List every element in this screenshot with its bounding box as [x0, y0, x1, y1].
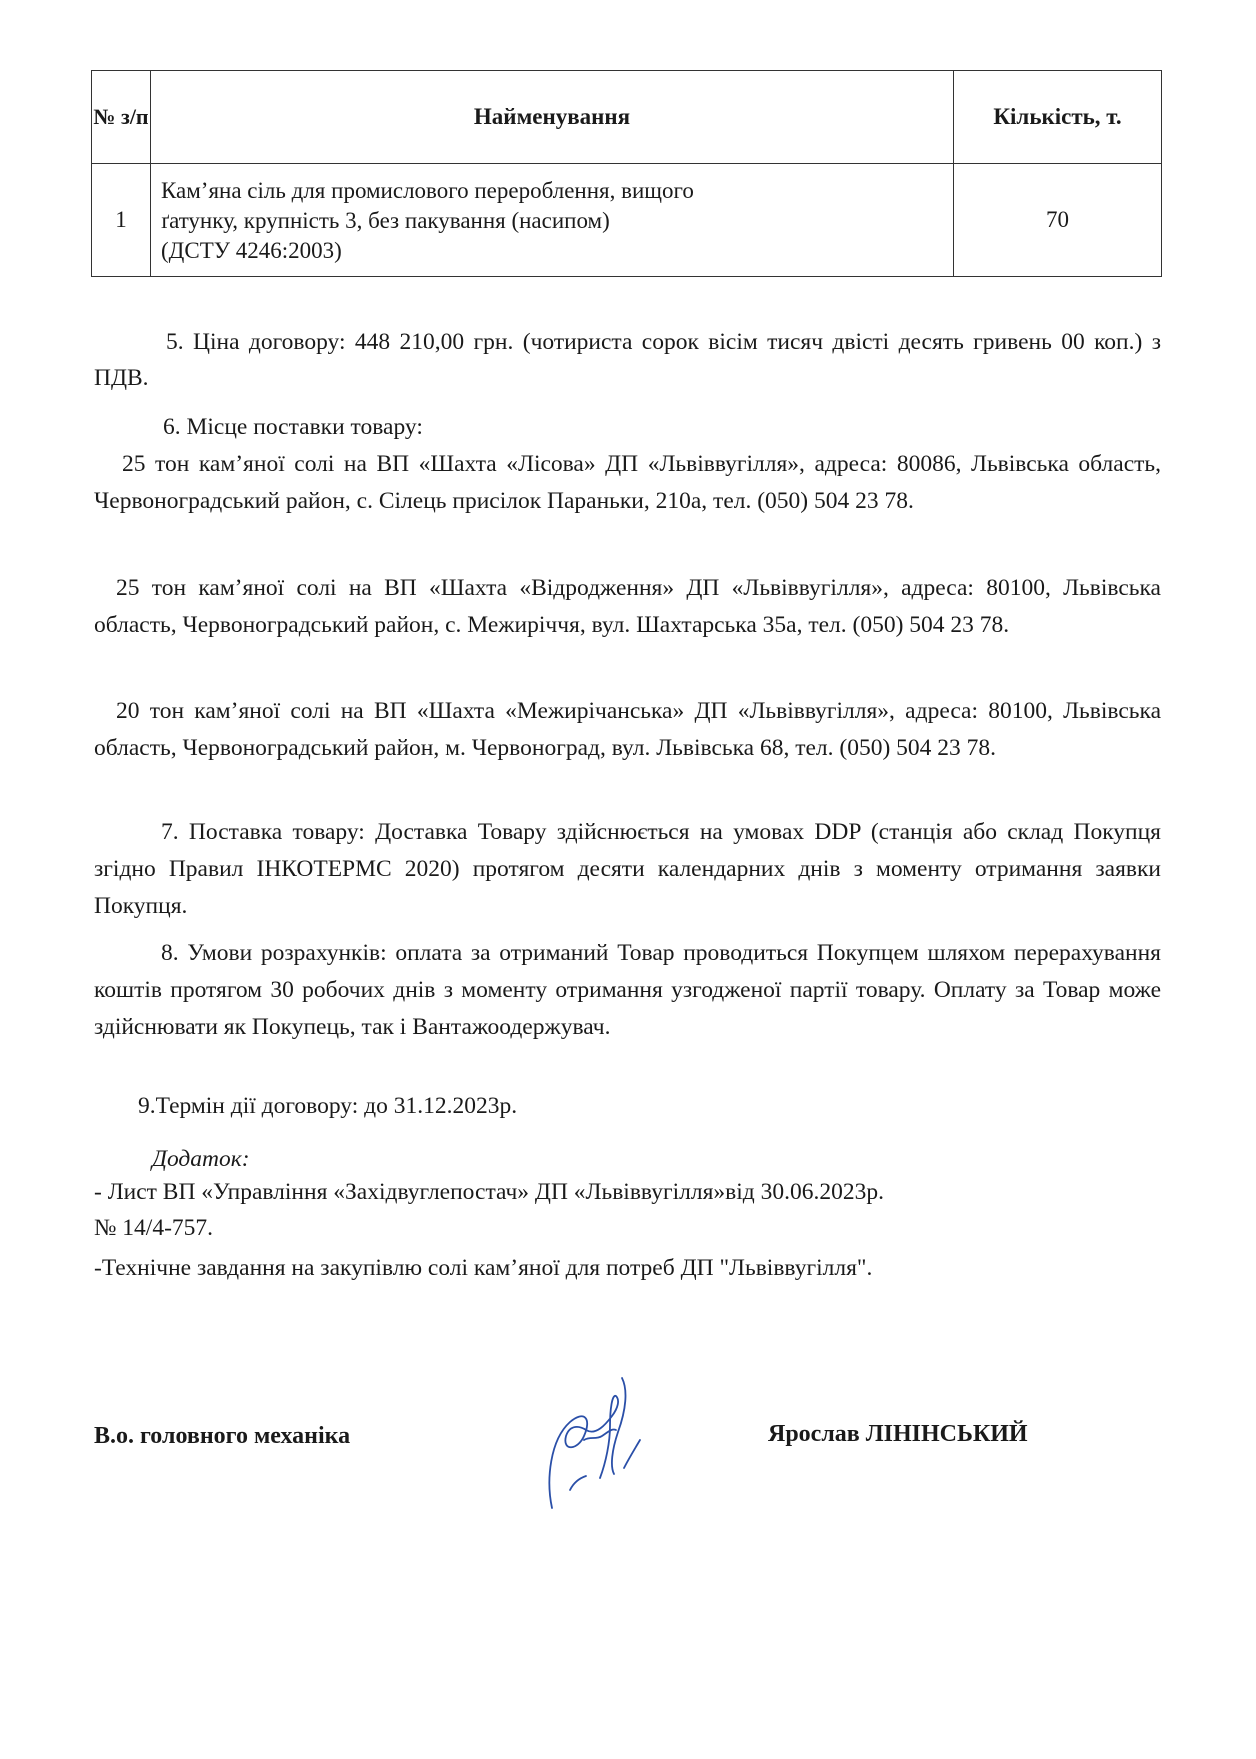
header-number: № з/п: [92, 71, 151, 164]
row-number: 1: [92, 164, 151, 277]
term-line: 9.Термін дії договору: до 31.12.2023р.: [138, 1093, 518, 1119]
appendix-item-1: - Лист ВП «Управління «Західвуглепостач» ДП «Львіввугілля»від 30.06.2023р.: [94, 1179, 884, 1205]
signer-position: В.о. головного механіка: [94, 1423, 351, 1449]
row-quantity: 70: [954, 164, 1162, 277]
price-paragraph: 5. Ціна договору: 448 210,00 грн. (чотириста сорок вісім тисяч двісті десять гривень 00 коп.) з ПДВ.: [94, 329, 1161, 391]
header-quantity: Кількість, т.: [954, 71, 1162, 164]
goods-table: [91, 70, 1162, 277]
place-paragraph-2: 25 тон кам’яної солі на ВП «Шахта «Відродження» ДП «Львіввугілля», адреса: 80100, Львівська область, Червоноградський район, с. Межиріччя, вул. Шахтарська 35а, тел. (050) 504 23 78.: [94, 575, 1161, 638]
place-paragraph-1: 25 тон кам’яної солі на ВП «Шахта «Лісова» ДП «Львіввугілля», адреса: 80086, Львівська область, Червоноградський район, с. Сілець присілок Параньки, 210а, тел. (050) 504 23 78.: [94, 451, 1161, 514]
place-title: 6. Місце поставки товару:: [163, 414, 423, 440]
handwritten-signature: [540, 1370, 680, 1520]
delivery-paragraph: 7. Поставка товару: Доставка Товару здійснюється на умовах DDP (станція або склад Покупця згідно Правил ІНКОТЕРМС 2020) протягом десяти календарних днів з моменту отримання заявки Покупця.: [94, 819, 1161, 919]
row-name: Кам’яна сіль для промислового перероблення, вищого ґатунку, крупність 3, без пакування (насипом) (ДСТУ 4246:2003): [151, 164, 954, 277]
place-paragraph-3: 20 тон кам’яної солі на ВП «Шахта «Межирічанська» ДП «Львіввугілля», адреса: 80100, Львівська область, Червоноградський район, м. Червоноград, вул. Львівська 68, тел. (050) 504 23 78.: [94, 698, 1161, 761]
appendix-title: Додаток:: [152, 1146, 250, 1172]
table-header-row: [92, 71, 1162, 164]
payment-paragraph: 8. Умови розрахунків: оплата за отриманий Товар проводиться Покупцем шляхом перерахування коштів протягом 30 робочих днів з моменту отримання узгодженої партії товару. Оплату за Товар може здійснювати як Покупець, так і Вантажоодержувач.: [94, 940, 1161, 1040]
appendix-item-2: -Технічне завдання на закупівлю солі кам’яної для потреб ДП "Львіввугілля".: [94, 1255, 873, 1281]
signer-name: Ярослав ЛІНІНСЬКИЙ: [768, 1421, 1028, 1447]
appendix-item-1-number: № 14/4-757.: [94, 1215, 214, 1241]
header-name: Найменування: [151, 71, 954, 164]
table-row: [92, 164, 1162, 277]
